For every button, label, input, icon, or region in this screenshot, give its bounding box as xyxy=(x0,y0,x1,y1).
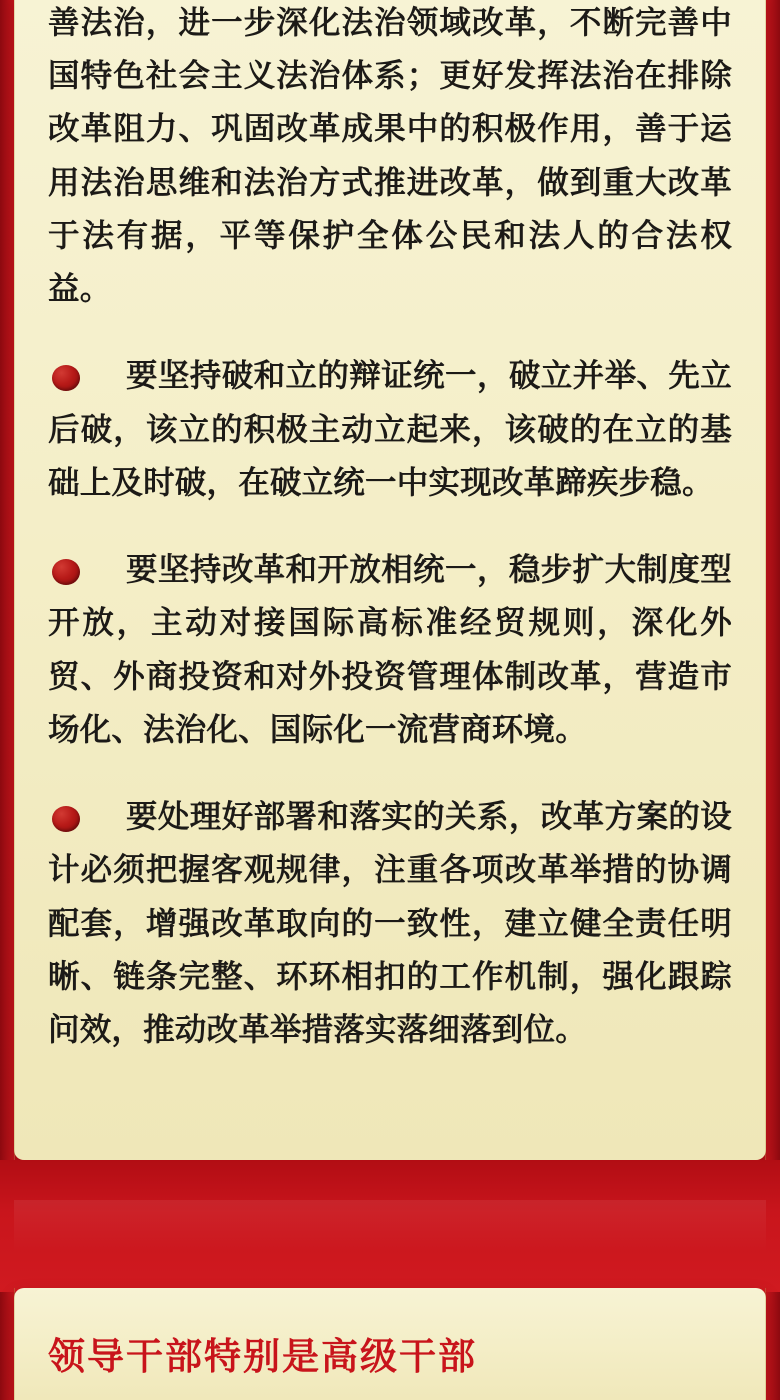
paragraph-continuation: 善法治，进一步深化法治领域改革，不断完善中国特色社会主义法治体系；更好发挥法治在排除改革阻力、巩固改革成果中的积极作用，善于运用法治思维和法治方式推进改革，做到重大改革于法有据，平等保护全体公民和法人的合法权益。 xyxy=(48,5,732,307)
lower-card-body xyxy=(14,1288,766,1380)
bullet-paragraph-text: 要坚持破和立的辩证统一，破立并举、先立后破，该立的积极主动立起来，该破的在立的基础上及时破，在破立统一中实现改革蹄疾步稳。 xyxy=(48,358,732,500)
red-separator-band xyxy=(0,1160,780,1292)
upper-card-body xyxy=(14,0,766,1056)
section-title: 领导干部特别是高级干部 xyxy=(48,1336,477,1377)
bullet-paragraph-text: 要坚持改革和开放相统一，稳步扩大制度型开放，主动对接国际高标准经贸规则，深化外贸、外商投资和对外投资管理体制改革，营造市场化、法治化、国际化一流营商环境。 xyxy=(48,552,732,747)
bullet-paragraph xyxy=(48,790,732,1056)
bullet-dot-icon xyxy=(52,559,80,585)
bullet-paragraph xyxy=(48,349,732,509)
bullet-paragraph xyxy=(48,543,732,756)
bullet-dot-icon xyxy=(52,806,80,832)
lower-content-card xyxy=(14,1288,766,1400)
band-highlight xyxy=(14,1200,766,1252)
bullet-paragraph-text: 要处理好部署和落实的关系，改革方案的设计必须把握客观规律，注重各项改革举措的协调配套，增强改革取向的一致性，建立健全责任明晰、链条完整、环环相扣的工作机制，强化跟踪问效，推动改革举措落实落细落到位。 xyxy=(48,799,732,1047)
bullet-dot-icon xyxy=(52,365,80,391)
upper-content-card xyxy=(14,0,766,1160)
